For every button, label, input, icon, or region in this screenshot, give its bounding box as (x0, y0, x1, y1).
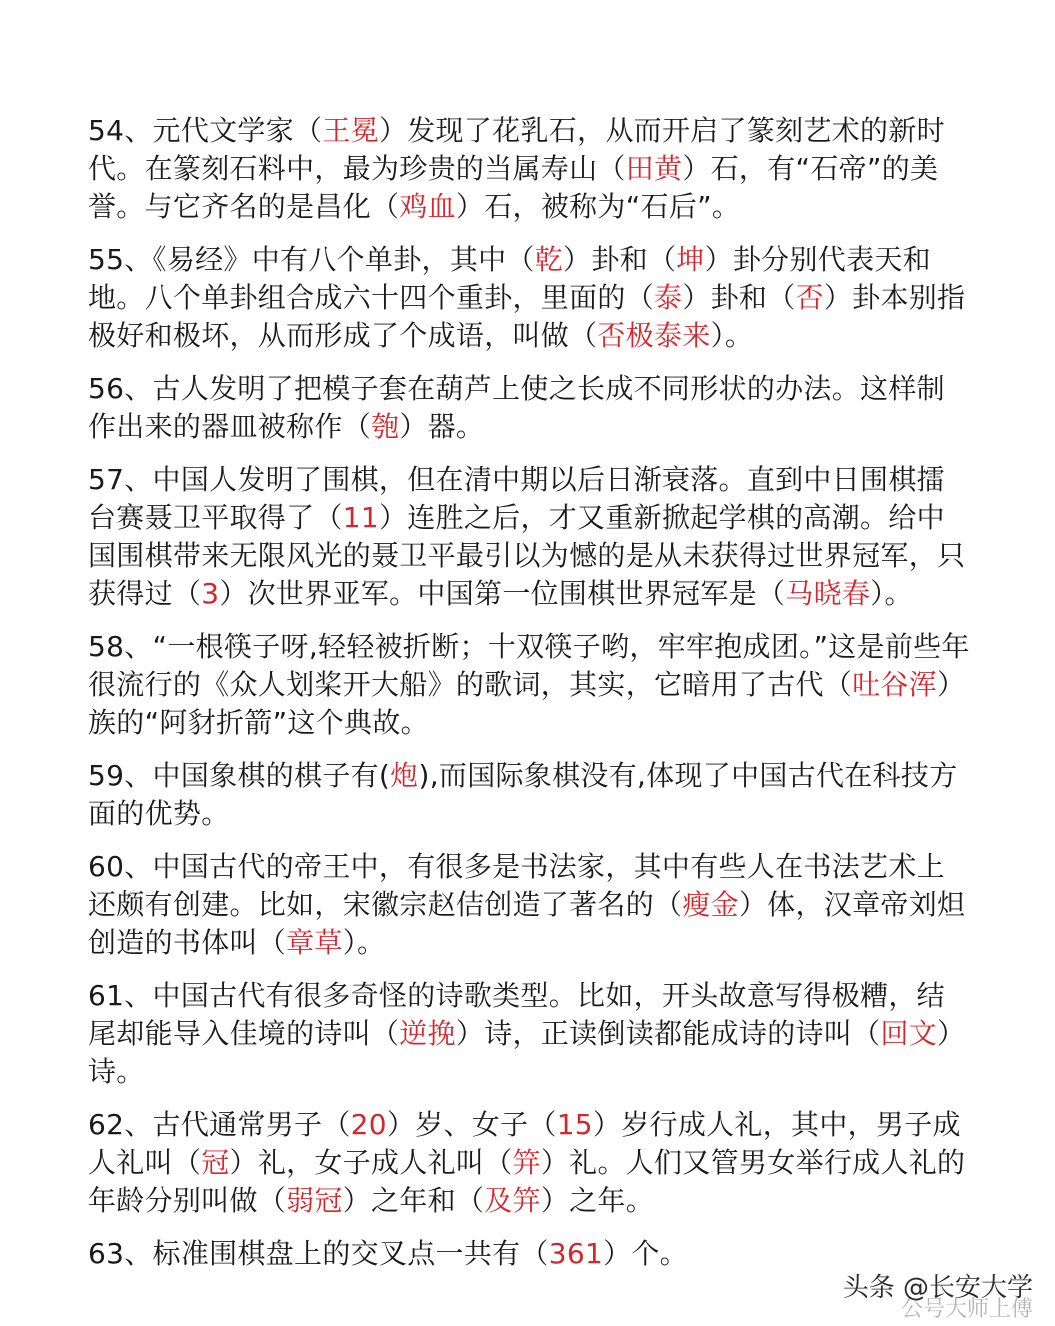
question-text: ）次世界亚军。中国第一位围棋世界冠军是（ (219, 577, 786, 610)
answer-text: 匏 (371, 410, 400, 443)
question-text: ）岁行成人礼，其中，男子成人礼叫（ (88, 1108, 961, 1179)
question-text: ）卦和（ (563, 243, 677, 276)
question-text: 62、古代通常男子（ (88, 1108, 351, 1141)
question-item (88, 1106, 973, 1220)
question-text: ）诗，正读倒读都能成诗的诗叫（ (455, 1017, 881, 1050)
answer-text: 冠 (201, 1146, 230, 1179)
answer-text: 乾 (534, 243, 564, 276)
question-text: 55、《易经》中有八个单卦，其中（ (88, 243, 535, 276)
answer-text: 瘦金 (682, 888, 739, 921)
question-text: ）族的“阿豺折箭”这个典故。 (88, 668, 966, 739)
question-text: 60、中国古代的帝王中，有很多是书法家，其中有些人在书法艺术上还颇有创建。比如，宋徽宗赵佶创造了著名的（ (88, 850, 945, 921)
answer-text: 3 (201, 577, 220, 610)
question-item (88, 848, 973, 962)
answer-text: 坤 (676, 243, 705, 276)
answer-text: 笄 (512, 1146, 541, 1179)
question-text: ）器。 (399, 410, 485, 443)
question-item (88, 977, 973, 1091)
question-item (88, 461, 973, 613)
answer-text: 章草 (286, 926, 343, 959)
question-text: ）。 (870, 577, 913, 610)
question-text: 57、中国人发明了围棋，但在清中期以后日渐衰落。直到中日围棋擂台赛聂卫平取得了（ (88, 463, 945, 534)
question-text: 59、中国象棋的棋子有( (88, 759, 391, 792)
question-text: ）石，被称为“石后”。 (455, 190, 741, 223)
question-text: ）之年。 (540, 1184, 655, 1217)
answer-text: 王冕 (322, 114, 379, 147)
question-text: 61、中国古代有很多奇怪的诗歌类型。比如，开头故意写得极糟，结尾却能导入佳境的诗叫（ (88, 979, 945, 1050)
answer-text: 否 (795, 281, 824, 314)
answer-text: 及笄 (484, 1184, 541, 1217)
answer-text: 20 (350, 1108, 387, 1141)
question-item (88, 112, 973, 226)
question-text: ),而国际象棋没有,体现了中国古代在科技方面的优势。 (88, 759, 958, 830)
answer-text: 回文 (880, 1017, 938, 1050)
question-text: 56、古人发明了把模子套在葫芦上使之长成不同形状的办法。这样制作出来的器皿被称作（ (88, 372, 945, 443)
question-text: ）诗。 (88, 1017, 966, 1088)
question-text: ）卦和（ (682, 281, 796, 314)
answer-text: 吐谷浑 (852, 668, 938, 701)
watermark-text: 头条 @长安大学 (842, 1273, 1033, 1303)
question-text: ）体，汉章帝刘炟创造的书体叫（ (88, 888, 966, 959)
watermark (842, 1272, 1033, 1322)
answer-text: 否极泰来 (597, 319, 711, 352)
answer-text: 15 (556, 1108, 593, 1141)
question-item (88, 370, 973, 446)
question-text: 63、标准围棋盘上的交叉点一共有（ (88, 1237, 549, 1270)
question-text: ）礼，女子成人礼叫（ (229, 1146, 513, 1179)
answer-text: 马晓春 (785, 577, 871, 610)
question-item (88, 1235, 973, 1273)
answer-text: 逆挽 (399, 1017, 456, 1050)
question-text: ）礼。人们又管男女举行成人礼的年龄分别叫做（ (88, 1146, 966, 1217)
question-text: 54、元代文学家（ (88, 114, 323, 147)
answer-text: 361 (548, 1237, 604, 1270)
answer-text: 泰 (654, 281, 683, 314)
question-text: ）岁、女子（ (386, 1108, 557, 1141)
question-text: ）之年和（ (342, 1184, 485, 1217)
question-text: ）石，有“石帝”的美誉。与它齐名的是昌化（ (88, 152, 939, 223)
question-item (88, 757, 973, 833)
answer-text: 弱冠 (286, 1184, 343, 1217)
question-text: 58、“一根筷子呀,轻轻被折断；十双筷子哟，牢牢抱成团。”这是前些年很流行的《众人划桨开大船》的歌词，其实，它暗用了古代（ (88, 630, 970, 701)
sub-watermark-text: 公号大师上傅 (900, 1297, 1033, 1322)
answer-text: 鸡血 (399, 190, 456, 223)
question-text: ）卦本别指极好和极坏，从而形成了个成语，叫做（ (88, 281, 966, 352)
question-text: ）。 (342, 926, 386, 959)
document-body (88, 112, 973, 1288)
question-text: ）发现了花乳石，从而开启了篆刻艺术的新时代。在篆刻石料中，最为珍贵的当属寿山（ (88, 114, 945, 185)
question-text: ）个。 (603, 1237, 688, 1270)
answer-text: 炮 (390, 759, 419, 792)
question-item (88, 241, 973, 355)
question-text: ）连胜之后，才又重新掀起学棋的高潮。给中国围棋带来无限风光的聂卫平最引以为憾的是从未获得过世界冠军，只获得过（ (88, 501, 966, 610)
answer-text: 田黄 (625, 152, 683, 185)
question-text: ）。 (710, 319, 754, 352)
question-item (88, 628, 973, 742)
question-text: ）卦分别代表天和地。八个单卦组合成六十四个重卦，里面的（ (88, 243, 931, 314)
answer-text: 11 (342, 501, 379, 534)
